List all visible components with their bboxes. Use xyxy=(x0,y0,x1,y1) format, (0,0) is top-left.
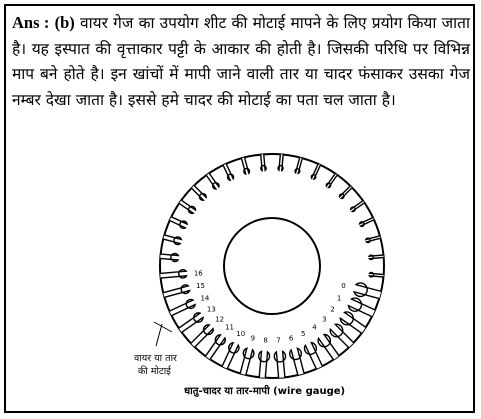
slot-number: 8 xyxy=(263,336,268,345)
slot-number: 4 xyxy=(312,323,317,332)
wire-gauge-diagram xyxy=(6,146,473,411)
slot-number: 13 xyxy=(206,305,216,314)
wire-gauge-figure xyxy=(6,146,473,411)
pointer-tick xyxy=(154,322,172,332)
answer-card xyxy=(4,4,475,413)
thickness-label-line1: वायर या तार xyxy=(134,353,177,364)
answer-text: वायर गेज का उपयोग शीट की मोटाई मापने के लिए प्रयोग किया जाता है। यह इस्पात की वृत्ताकार पट्टी के आकार की होती है। जिसकी परिधि पर विभिन्न माप बने होते है। इन खांचों में मापी जाने वाली तार या चादर फंसाकर उसका गेज नम्बर देखा जाता है। इससे हमे चादर की मोटाई का पता चल जाता है। xyxy=(12,14,470,109)
pointer-line xyxy=(156,324,162,346)
slot-number: 16 xyxy=(193,269,203,278)
slot-number: 14 xyxy=(200,294,210,303)
slot-number: 7 xyxy=(276,336,281,345)
slot-number: 15 xyxy=(196,282,205,291)
answer-paragraph xyxy=(12,10,470,113)
center-hole xyxy=(224,218,320,314)
slot-number: 3 xyxy=(322,315,327,324)
slot-number: 5 xyxy=(301,330,306,339)
slot-number: 12 xyxy=(215,315,225,324)
slot-number: 2 xyxy=(330,305,335,314)
answer-prefix: Ans : xyxy=(12,13,50,32)
slot-number: 11 xyxy=(225,323,235,332)
slot-number: 6 xyxy=(288,334,294,343)
slot-number: 10 xyxy=(236,330,246,339)
slot-number: 9 xyxy=(250,334,256,343)
slot-number: 0 xyxy=(341,282,346,291)
answer-option: (b) xyxy=(54,13,75,32)
slot-number: 1 xyxy=(336,294,342,303)
figure-caption: धातु-चादर या तार-मापी (wire gauge) xyxy=(184,386,346,397)
thickness-label-line2: की मोटाई xyxy=(138,366,171,377)
